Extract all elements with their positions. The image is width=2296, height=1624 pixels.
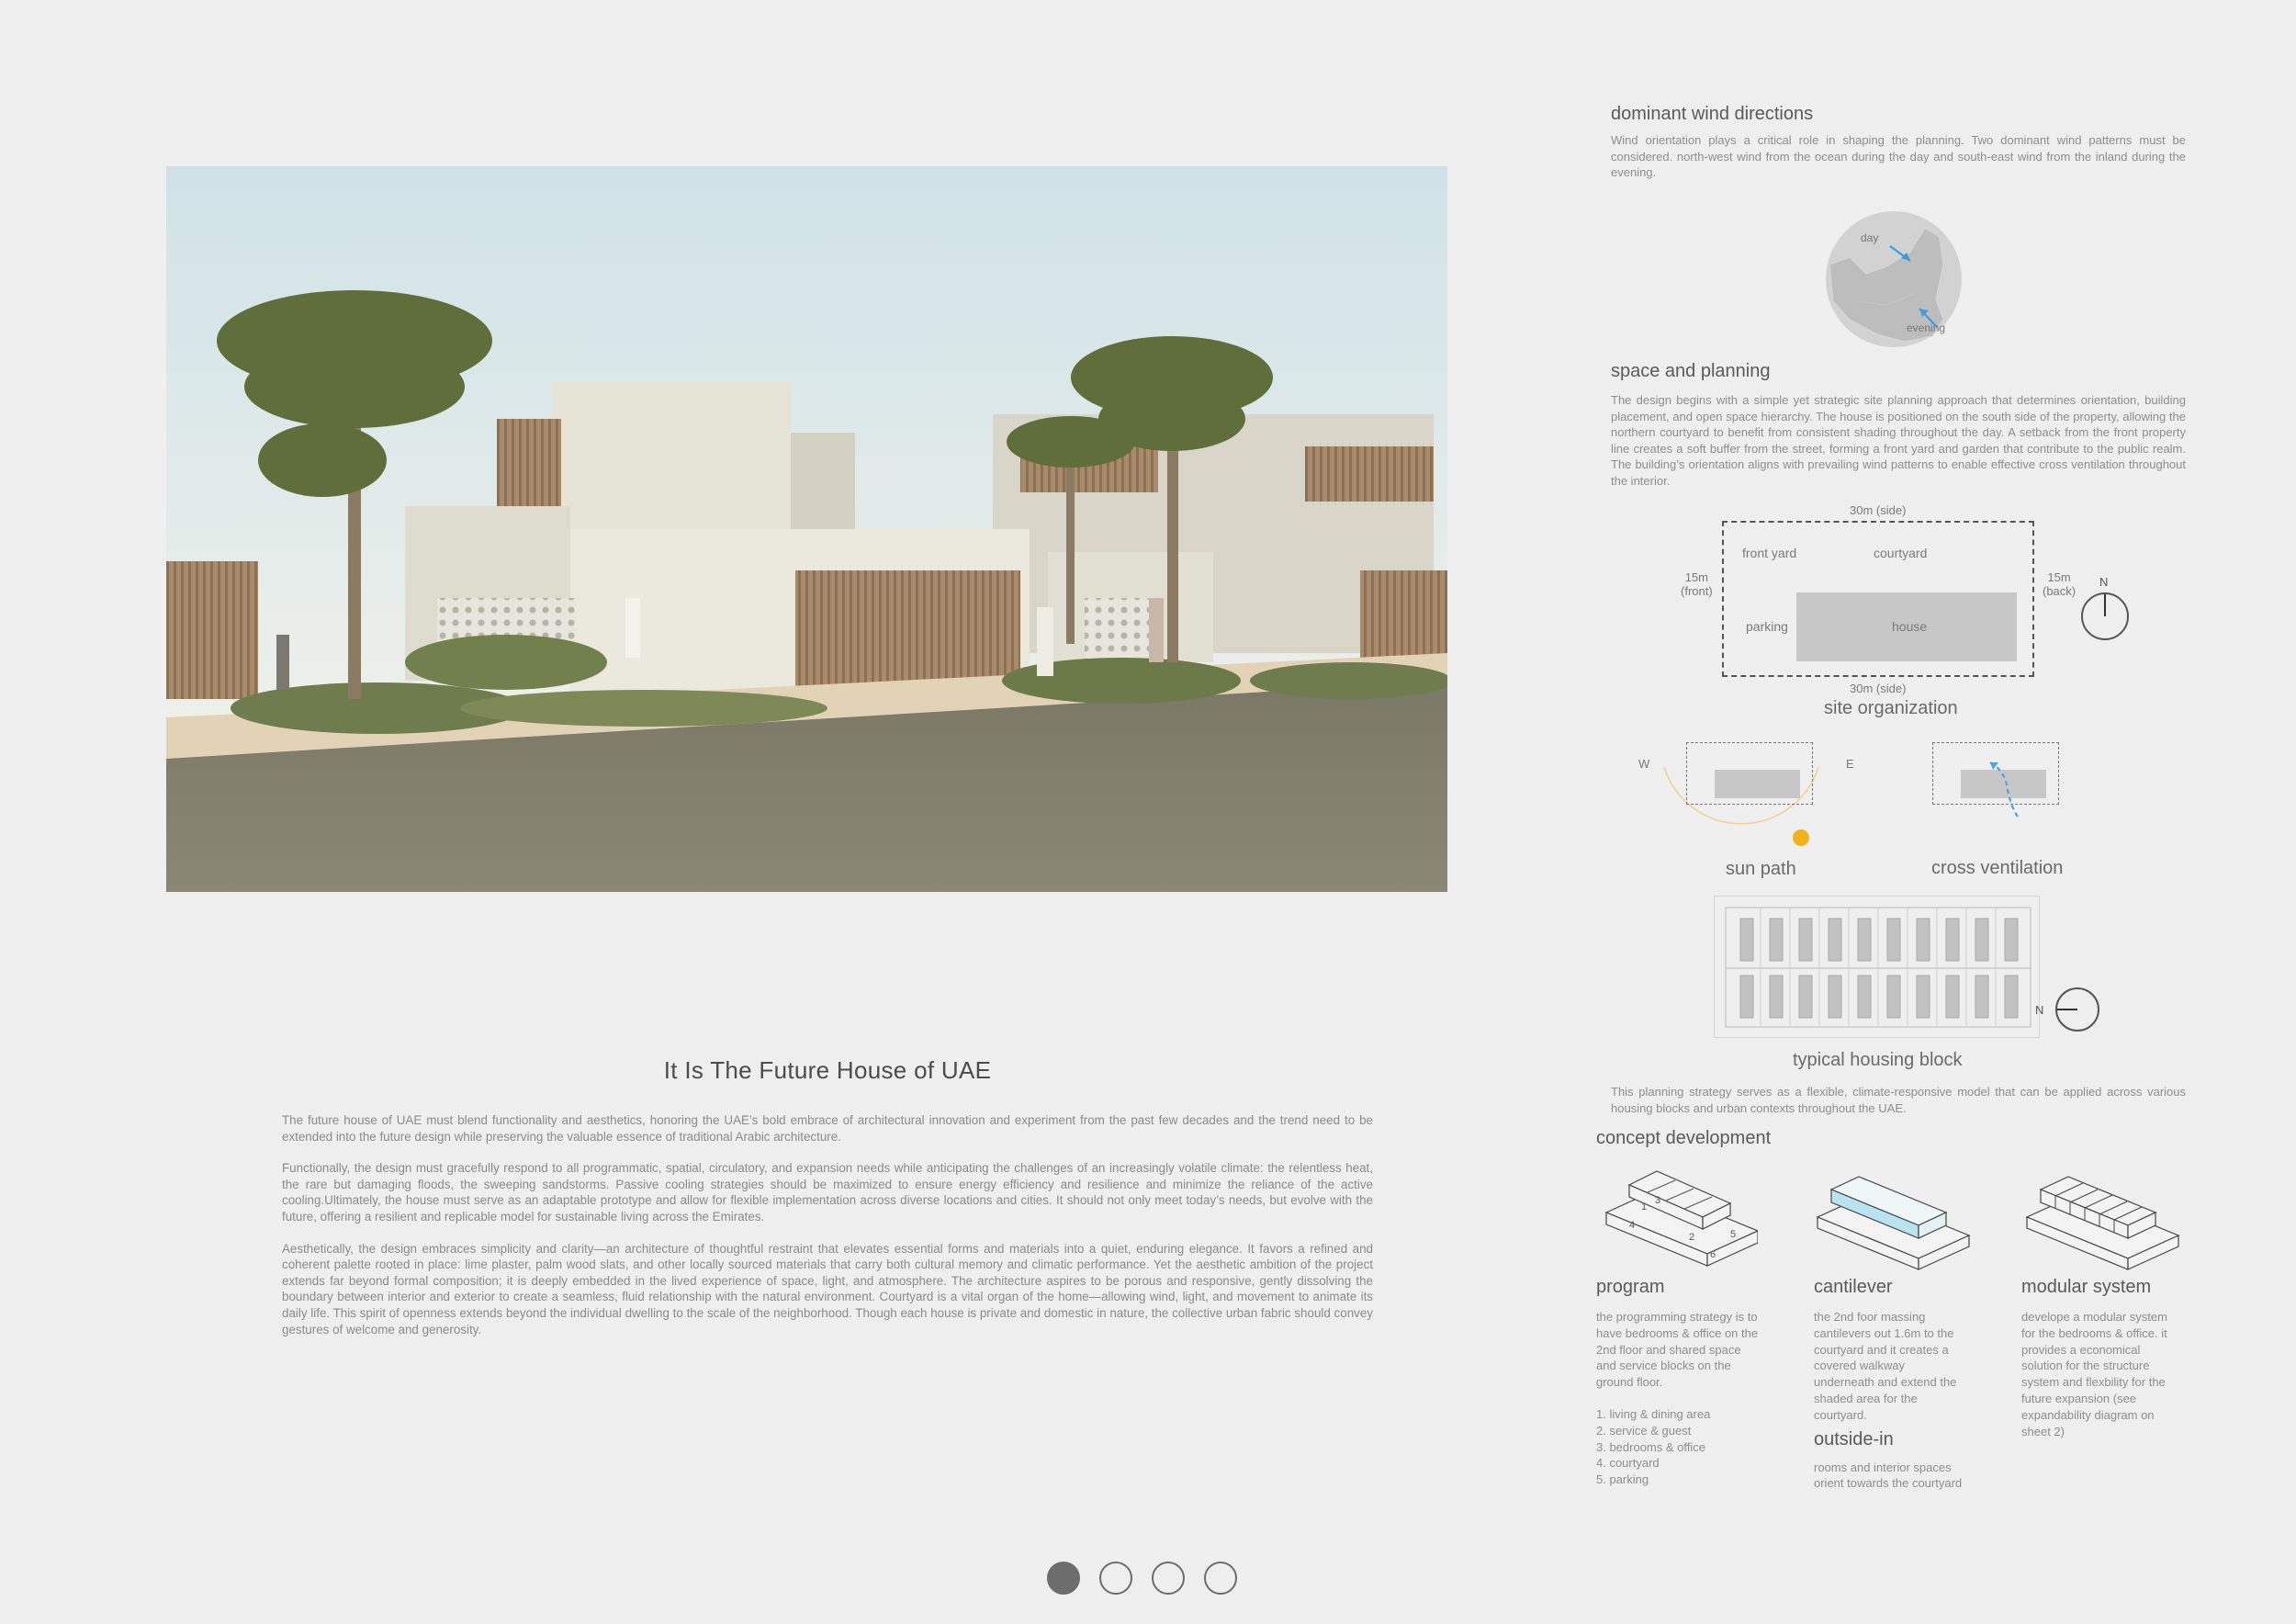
program-column [1596,1277,1761,1488]
sun-west-label: W [1638,757,1650,771]
page-dot-4[interactable] [1204,1562,1237,1595]
program-list-item: 1. living & dining area [1596,1406,1711,1421]
cantilever-text: the 2nd foor massing cantilevers out 1.6m to the courtyard and it creates a covered walkway underneath and extend the shaded area for the courtyard. [1814,1310,1957,1422]
program-title: program [1596,1277,1665,1297]
article-paragraph-3: Aesthetically, the design embraces simplicity and clarity—an architecture of thoughtful restraint that elevates essential forms and materials into a quiet, enduring elegance. It favors a refined and coherent palette rooted in place: lime plaster, palm wood slats, and other locally sourced materials that carry both cultural memory and climatic performance. Yet the aesthetic ambition of the project extends far beyond formal composition; it is deeply embedded in the lived experience of space, light, and atmosphere. The architecture aspires to be porous and responsive, gently dissolving the boundary between interior and exterior to create a seamless, fluid relationship with the natural environment. Courtyard is a vital organ of the home—allowing wind, light, and movement to animate its daily life. This spirit of openness extends beyond the individual dwelling to the scale of the neighborhood. Though each house is private and domestic in nature, the collective urban fabric should convey gestures of welcome and generosity. [282,1241,1373,1336]
planning-text: The design begins with a simple yet strategic site planning approach that determines orientation, building placement, and open space hierarchy. The house is positioned on the south side of the property, allowing the northern courtyard to benefit from consistent shading throughout the day. A setback from the front property line creates a soft buffer from the street, forming a front yard and garden that contribute to the public realm. The building’s orientation aligns with prevailing wind patterns to enable effective cross ventilation throughout the interior. [1611,393,2186,488]
hero-render [166,166,1447,892]
wind-text: Wind orientation plays a critical role in shaping the planning. Two dominant wind patterns must be considered. north-west wind from the ocean during the day and south-east wind from the inland during the evening. [1611,133,2186,180]
page-dot-1[interactable] [1047,1562,1080,1595]
block-north-label: N [2035,1003,2044,1017]
site-organization-caption: site organization [1824,698,1958,718]
sun-east-label: E [1846,757,1854,771]
north-label: N [2099,575,2109,589]
sun-path-diagram [1638,735,1854,886]
house-label: house [1892,619,1928,634]
block-north-arrow-icon [2055,987,2099,1032]
iso-number-5: 5 [1730,1229,1737,1240]
program-list-item: 4. courtyard [1596,1456,1660,1471]
program-list-item: 2. service & guest [1596,1423,1692,1438]
north-arrow-icon [2081,592,2129,640]
housing-block-diagram [1714,896,2054,1079]
article-paragraph-1: The future house of UAE must blend functionality and aesthetics, honoring the UAE’s bold embrace of architectural innovation and experiment from the past few decades and the trend need to be extended into the future design while preserving the valuable essence of traditional Arabic architecture. [282,1113,1373,1144]
modular-text: develope a modular system for the bedrooms & office. it provides a economical solution for the structure system and flexbility for the future expansion (see expandability diagram on sheet 2) [2021,1310,2167,1438]
wind-title: dominant wind directions [1611,104,1814,124]
site-left-dimension: 15m (front) [1681,570,1713,598]
wind-day-label: day [1861,231,1879,244]
courtyard-label: courtyard [1874,546,1928,560]
iso-number-3: 3 [1655,1195,1661,1206]
sun-path-caption: sun path [1726,859,1796,879]
wind-evening-label: evening [1907,321,1946,334]
house-render-illustration [166,166,1447,892]
front-yard-label: front yard [1742,546,1797,560]
program-iso-diagram [1602,1162,1758,1272]
site-bottom-dimension: 30m (side) [1850,682,1907,695]
concept-title: concept development [1596,1128,1772,1148]
article-paragraph-2: Functionally, the design must gracefully respond to all programmatic, spatial, circulatory, and expansion needs while anticipating the challenges of an increasingly volatile climate: the relentless heat, the rare but damaging floods, the sweeping sandstorms. Passive cooling strategies should be maximized to ensure energy efficiency and resilience and minimize the reliance of the active cooling.Ultimately, the house must serve as an adaptable prototype and allow for flexible implementation across diverse locations and cities. It should not only meet today’s needs, but evolve with the future, offering a resilient and replicable model for sustainable living across the Emirates. [282,1161,1373,1224]
site-top-dimension: 30m (side) [1850,503,1907,517]
wind-map-diagram [1822,209,1969,349]
modular-title: modular system [2021,1277,2152,1297]
outside-in-text: rooms and interior spaces orient towards the courtyard [1814,1460,1963,1491]
program-text: the programming strategy is to have bedrooms & office on the 2nd floor and shared space and service blocks on the ground floor. [1596,1310,1759,1390]
modular-iso-diagram [2022,1162,2183,1272]
page-dot-3[interactable] [1152,1562,1185,1595]
iso-number-1: 1 [1641,1201,1648,1212]
site-organization-diagram [1666,498,2144,723]
program-list-item: 3. bedrooms & office [1596,1439,1705,1454]
iso-number-6: 6 [1710,1249,1716,1260]
article-title: It Is The Future House of UAE [663,1056,992,1084]
planning-title: space and planning [1611,361,1771,381]
program-list-item: 5. parking [1596,1472,1649,1487]
page-dot-2[interactable] [1099,1562,1132,1595]
iso-number-2: 2 [1689,1232,1695,1243]
site-right-dimension: 15m (back) [2043,570,2077,598]
cross-ventilation-diagram [1932,735,2098,886]
program-list [1596,1406,1761,1488]
article [282,1056,1373,1353]
iso-number-4: 4 [1629,1220,1636,1231]
planning-note: This planning strategy serves as a flexible, climate-responsive model that can be applied across various housing blocks and urban contexts throughout the UAE. [1611,1085,2186,1115]
housing-block-caption: typical housing block [1793,1050,1963,1070]
modular-column [2021,1277,2182,1439]
page-indicator [1047,1562,1237,1595]
cantilever-column [1814,1277,1968,1492]
cantilever-title: cantilever [1814,1277,1893,1297]
cantilever-iso-diagram [1813,1162,1974,1272]
outside-in-title: outside-in [1814,1428,1894,1449]
parking-label: parking [1746,619,1788,634]
cross-ventilation-caption: cross ventilation [1931,858,2064,878]
